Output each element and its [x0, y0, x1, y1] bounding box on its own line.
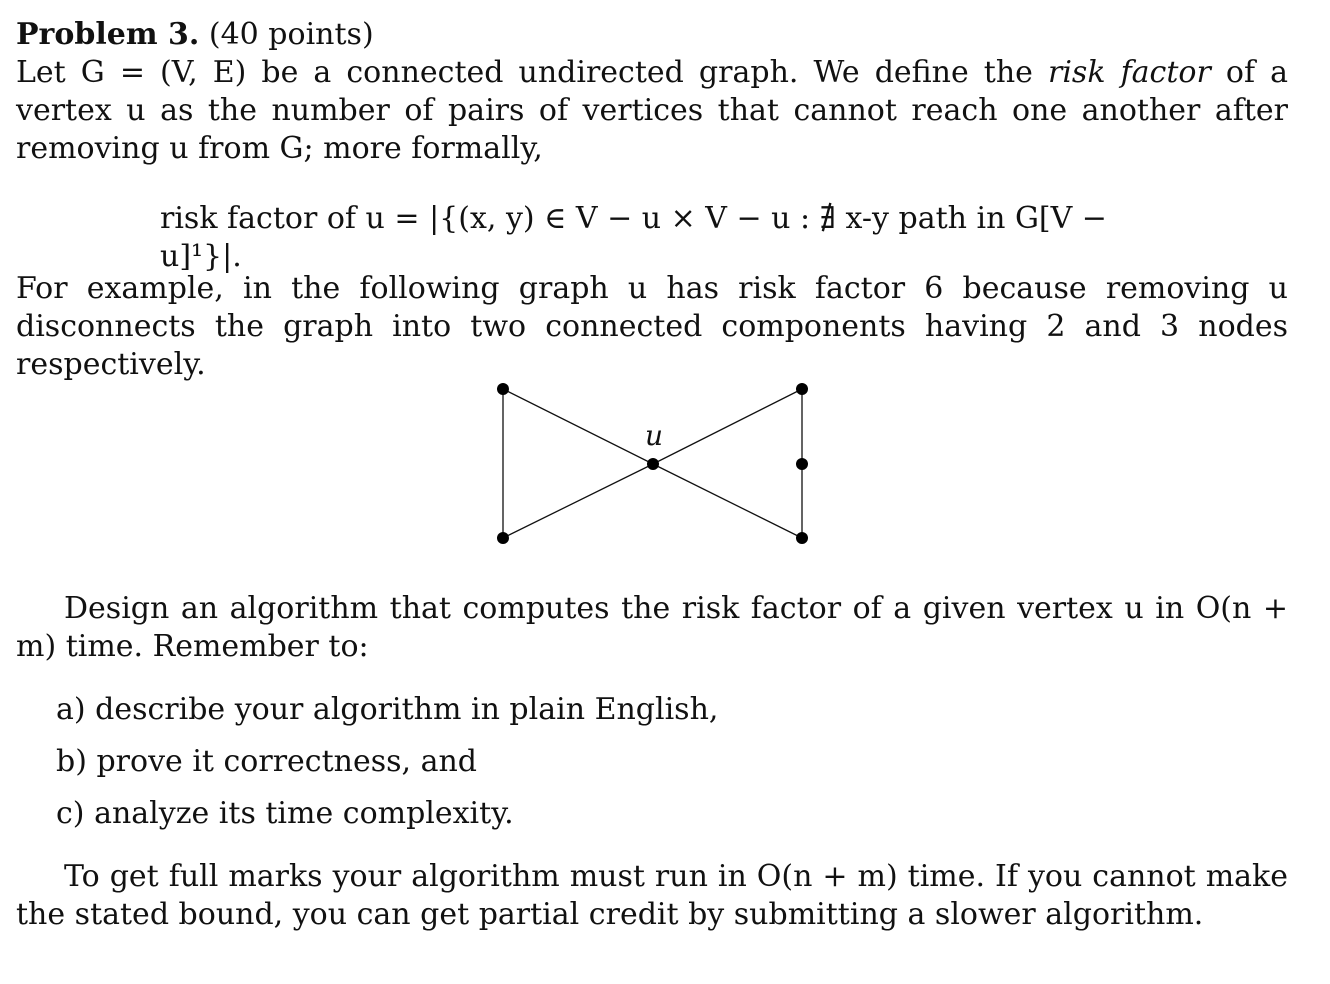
- intro-text-part2: of a vertex u as the number of pairs of vertices that cannot reach one another after removing u from G; more formally,: [16, 55, 1289, 166]
- list-item-text: analyze its time complexity.: [94, 796, 514, 831]
- design-paragraph: [16, 590, 1288, 666]
- vertex-bottom-right: [796, 532, 808, 544]
- edge-bottomleft-u: [503, 464, 653, 538]
- list-item-marker: c): [56, 796, 85, 831]
- list-item-text: describe your algorithm in plain English,: [95, 692, 719, 727]
- intro-text-part1: Let G = (V, E) be a connected undirected graph. We define the: [16, 55, 1048, 90]
- edge-u-bottomright: [653, 464, 802, 538]
- formula-lhs: risk factor of u =: [160, 201, 430, 236]
- example-paragraph: [16, 270, 1288, 384]
- list-item-marker: a): [56, 692, 86, 727]
- risk-factor-term: risk factor: [1048, 55, 1211, 90]
- risk-factor-formula: [160, 200, 1160, 276]
- vertex-mid-right: [796, 458, 808, 470]
- vertex-u: [647, 458, 659, 470]
- list-item: [56, 795, 1256, 833]
- list-item: [56, 691, 1256, 729]
- vertex-top-left: [497, 383, 509, 395]
- edge-u-topright: [653, 389, 802, 464]
- vertex-top-right: [796, 383, 808, 395]
- problem-points: (40 points): [208, 17, 374, 52]
- formula-rhs: |{(x, y) ∈ V − u × V − u : ∄ x-y path in G[V − u]¹}|.: [160, 201, 1107, 274]
- example-graph: [485, 375, 825, 555]
- closing-text: To get full marks your algorithm must run in O(n + m) time. If you cannot make the stated bound, you can get partial credit by submitting a slower algorithm.: [16, 859, 1288, 932]
- closing-paragraph: [16, 858, 1288, 934]
- list-item-marker: b): [56, 744, 87, 779]
- example-text: For example, in the following graph u has risk factor 6 because removing u disconnects the graph into two connected components having 2 and 3 nodes respectively.: [16, 271, 1288, 382]
- list-item: [56, 743, 1256, 781]
- intro-paragraph: [16, 54, 1288, 168]
- edge-topleft-u: [503, 389, 653, 464]
- problem-title: Problem 3.: [16, 17, 200, 52]
- vertex-u-label: u: [645, 419, 664, 452]
- design-text: Design an algorithm that computes the risk factor of a given vertex u in O(n + m) time. Remember to:: [16, 591, 1288, 664]
- list-item-text: prove it correctness, and: [96, 744, 478, 779]
- vertex-bottom-left: [497, 532, 509, 544]
- problem-header: [16, 16, 1288, 54]
